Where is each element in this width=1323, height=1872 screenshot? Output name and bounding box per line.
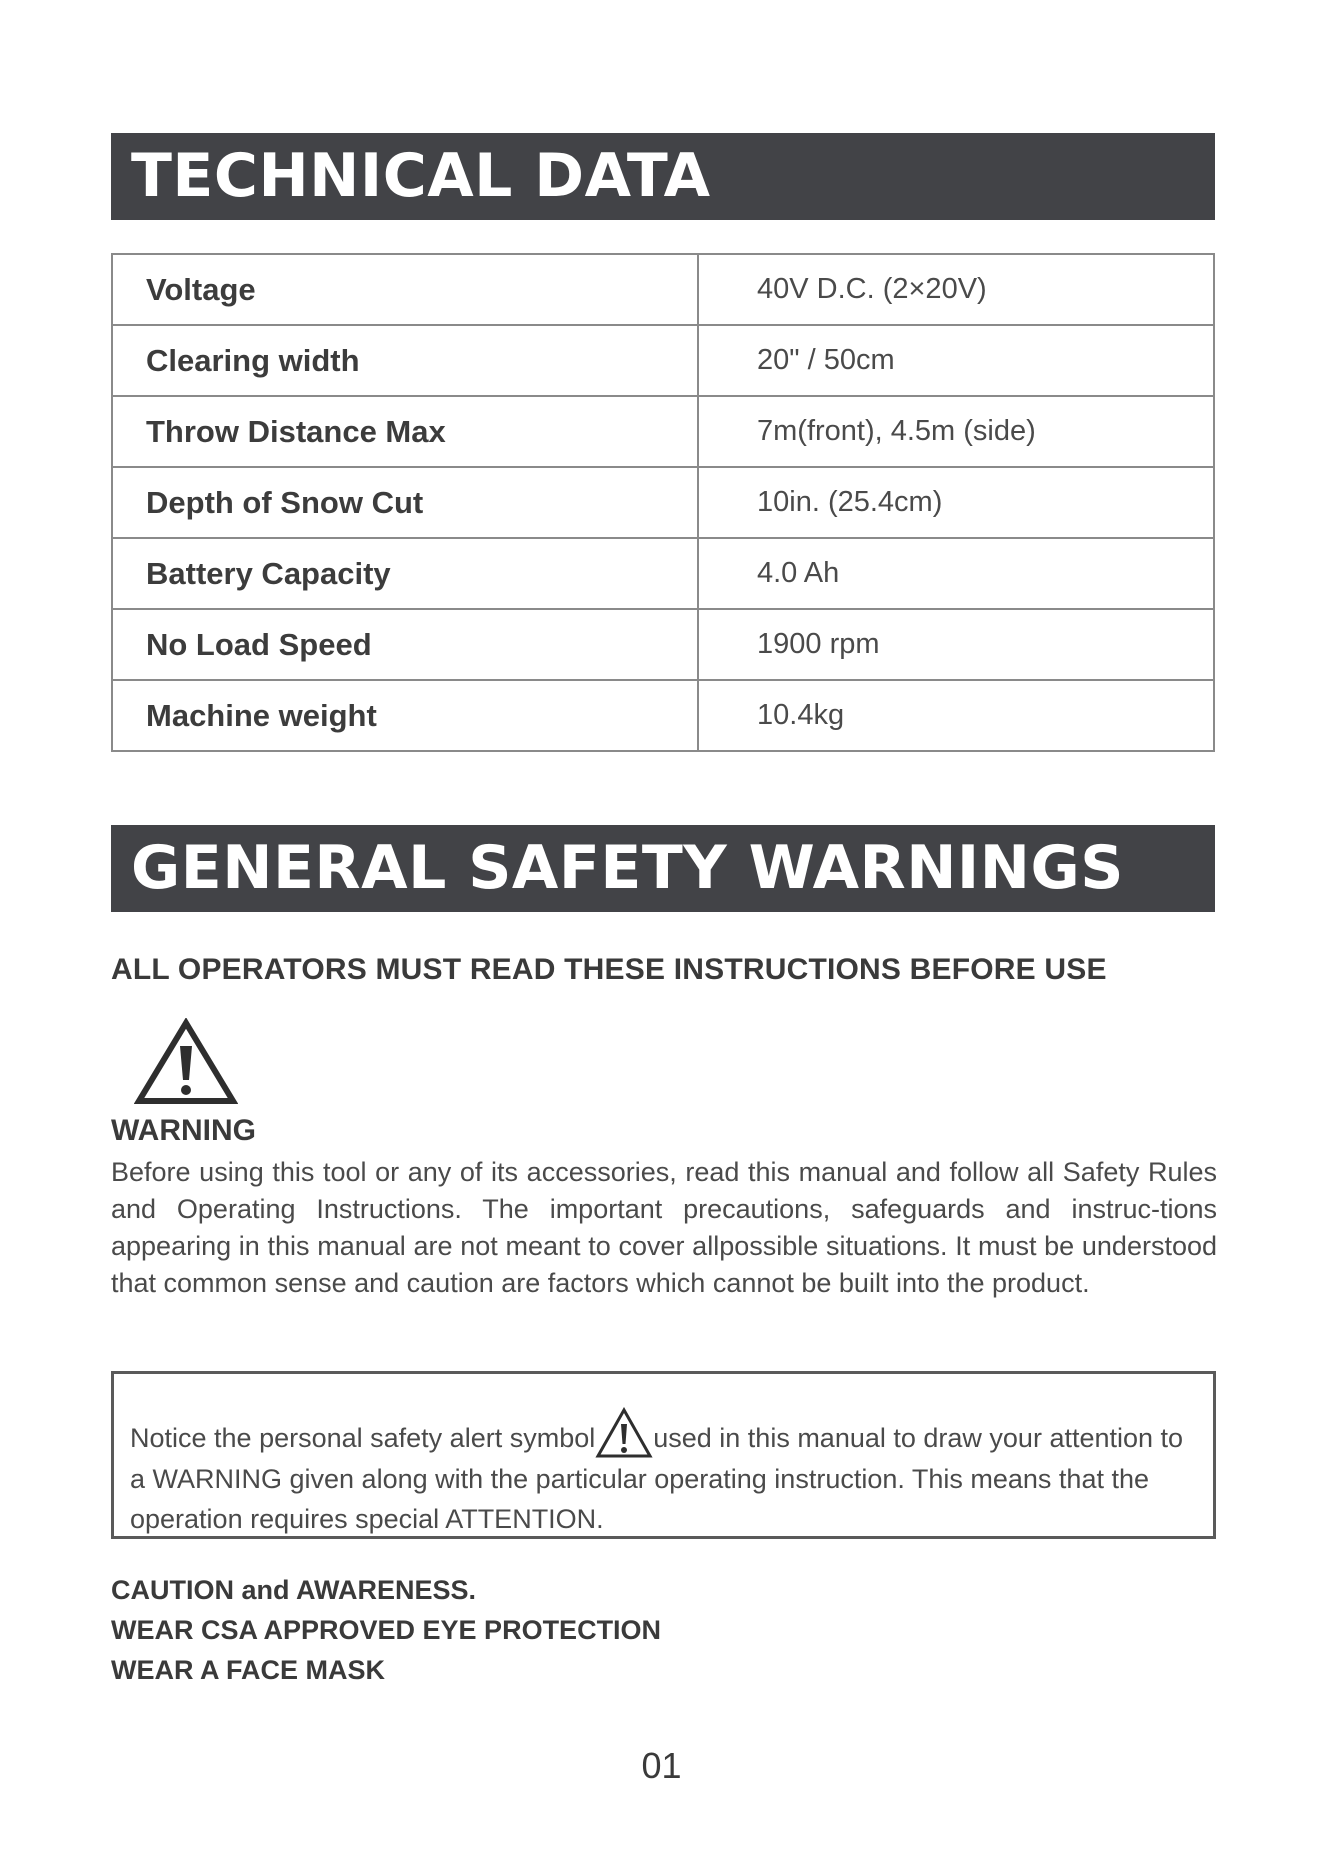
warning-title: WARNING bbox=[111, 1114, 256, 1147]
spec-label: Depth of Snow Cut bbox=[112, 467, 698, 538]
spec-label: Clearing width bbox=[112, 325, 698, 396]
spec-value: 20" / 50cm bbox=[698, 325, 1214, 396]
warning-triangle-icon bbox=[134, 1018, 238, 1106]
caution-line: WEAR CSA APPROVED EYE PROTECTION bbox=[111, 1615, 662, 1645]
page-number: 01 bbox=[641, 1745, 682, 1786]
spec-value: 1900 rpm bbox=[698, 609, 1214, 680]
spec-value: 4.0 Ah bbox=[698, 538, 1214, 609]
notice-text-end: used in this manual to draw your attention to a WARNING given along with the particular operating instruction. This means that the operation requires special ATTENTION. bbox=[130, 1423, 1184, 1534]
technical-data-table bbox=[111, 253, 1215, 752]
caution-line: CAUTION and AWARENESS. bbox=[111, 1575, 477, 1605]
spec-label: Throw Distance Max bbox=[112, 396, 698, 467]
spec-label: No Load Speed bbox=[112, 609, 698, 680]
technical-data-heading: TECHNICAL DATA bbox=[111, 133, 1215, 220]
table-row bbox=[112, 396, 1214, 467]
caution-line: WEAR A FACE MASK bbox=[111, 1655, 385, 1685]
spec-label: Battery Capacity bbox=[112, 538, 698, 609]
spec-value: 10in. (25.4cm) bbox=[698, 467, 1214, 538]
table-row bbox=[112, 538, 1214, 609]
spec-label: Voltage bbox=[112, 254, 698, 325]
table-row bbox=[112, 680, 1214, 751]
table-row bbox=[112, 325, 1214, 396]
warning-paragraph: Before using this tool or any of its accessories, read this manual and follow all Safety Rules and Operating Instructions. The important precautions, safeguards and instruc-tions appearing in this manual are not meant to cover allpossible situations. It must be understood that common sense and caution are factors which cannot be built into the product. bbox=[111, 1157, 1217, 1298]
notice-text-start: Notice the personal safety alert symbol bbox=[130, 1423, 596, 1453]
spec-label: Machine weight bbox=[112, 680, 698, 751]
table-row bbox=[112, 609, 1214, 680]
safety-alert-notice-box bbox=[111, 1371, 1216, 1539]
spec-value: 40V D.C. (2×20V) bbox=[698, 254, 1214, 325]
caution-list bbox=[111, 1570, 661, 1690]
safety-warnings-heading: GENERAL SAFETY WARNINGS bbox=[111, 825, 1215, 912]
operators-instruction-heading: ALL OPERATORS MUST READ THESE INSTRUCTIONS BEFORE USE bbox=[111, 953, 1107, 986]
table-row bbox=[112, 467, 1214, 538]
table-row bbox=[112, 254, 1214, 325]
spec-value: 10.4kg bbox=[698, 680, 1214, 751]
safety-alert-symbol-icon bbox=[595, 1407, 653, 1459]
spec-value: 7m(front), 4.5m (side) bbox=[698, 396, 1214, 467]
